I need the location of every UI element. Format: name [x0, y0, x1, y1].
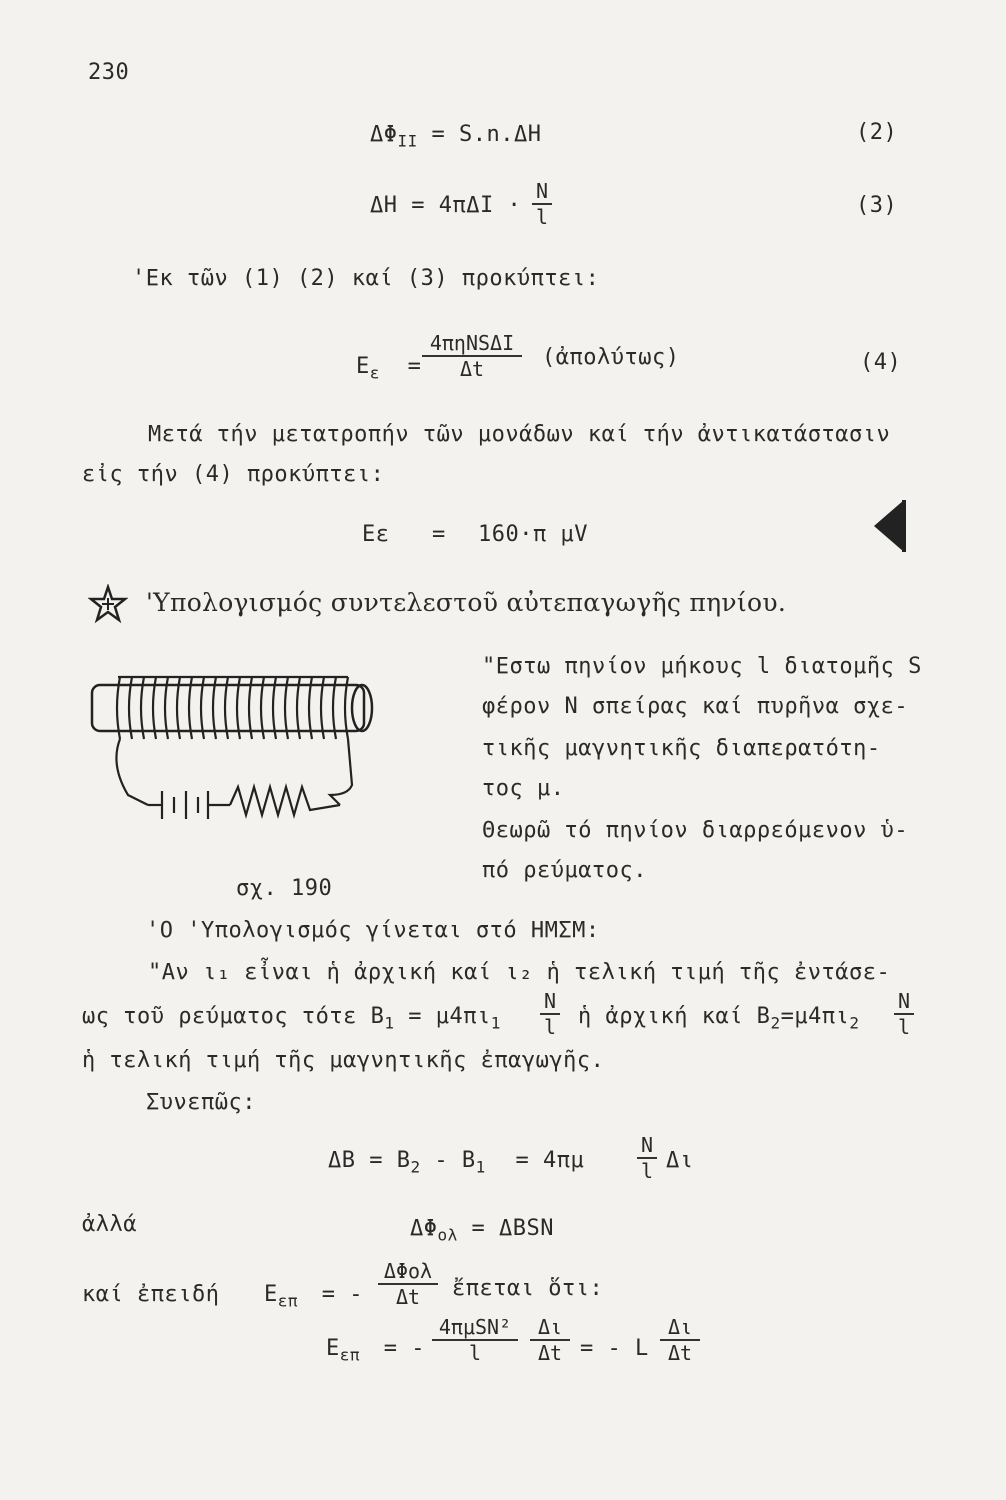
equation-dB-tail: Δι [666, 1148, 694, 1173]
figure-caption: σχ. 190 [236, 876, 333, 901]
if-line-2-part-a: ως τοῦ ρεύματος τότε $B_1 = \mu 4\pi\iota_1$ [82, 1004, 501, 1033]
equation-E1-lhs: $E_{\varepsilon\pi}$ = - [264, 1282, 364, 1311]
line-from-equations: 'Εκ τῶν (1) (2) καί (3) προκύπτει: [132, 266, 600, 291]
paragraph-line-1: Μετά τήν μετατροπήν τῶν μονάδων καί τήν ἀντικατάστασιν [148, 422, 891, 447]
star-icon [88, 584, 128, 624]
result-eq: = [432, 522, 446, 547]
if-line-2-part-b: ἡ ἀρχική καί $B_2=\mu 4\pi\iota_2$ [578, 1004, 860, 1033]
equation-3-lhs: ΔH = 4πΔI · [370, 193, 522, 218]
equation-E2-fraction-1: 4πμSN² l [432, 1316, 518, 1364]
equation-E2-mid: = - L [580, 1336, 649, 1361]
therefore-label: Συνεπῶς: [146, 1090, 256, 1115]
equation-dB: $\Delta B = B_2 - B_1 = 4\pi\mu$ [328, 1148, 585, 1177]
section-heading: 'Υπολογισμός συντελεστοῦ αὐτεπαγωγῆς πηνίου. [146, 588, 787, 617]
equation-E2-lhs: $E_{\varepsilon\pi}$ = - [326, 1336, 426, 1365]
alla-label: ἀλλά [82, 1212, 137, 1237]
equation-E1-tail: ἔπεται ὅτι: [452, 1276, 604, 1301]
if-line-2-fraction-1: N l [540, 990, 560, 1038]
triangle-arrow-icon [874, 500, 904, 552]
solenoid-figure [90, 655, 390, 835]
equation-3-tag: (3) [856, 193, 898, 218]
if-line-3: ἡ τελική τιμή τῆς μαγνητικῆς ἐπαγωγῆς. [82, 1048, 605, 1073]
equation-4-tag: (4) [860, 350, 902, 375]
side-text-2: φέρον N σπείρας καί πυρῆνα σχε- [482, 694, 909, 719]
side-text-4: τος μ. [482, 776, 565, 801]
equation-4-lhs: $E_\varepsilon$ = [356, 354, 422, 383]
side-text-6: πό ρεύματος. [482, 858, 647, 883]
equation-dPhi: $\Delta\Phi_{o\lambda} = \Delta BSN$ [410, 1216, 554, 1245]
equation-E2-fraction-2: Δι Δt [530, 1316, 570, 1364]
equation-dB-fraction: N l [637, 1134, 657, 1182]
paragraph-line-2: εἰς τήν (4) προκύπτει: [82, 462, 385, 487]
page-number: 230 [88, 60, 130, 85]
if-line-2-fraction-2: N l [894, 990, 914, 1038]
equation-3-fraction: N l [532, 180, 552, 228]
equation-E1-fraction: ΔΦολ Δt [378, 1260, 438, 1308]
side-text-1: "Εστω πηνίον μήκους l διατομῆς S [482, 654, 922, 679]
triangle-arrow-stem [902, 500, 906, 552]
equation-2-tag: (2) [856, 120, 898, 145]
side-text-5: Θεωρῶ τό πηνίον διαρρεόμενον ὑ- [482, 818, 909, 843]
calculation-line: 'Ο 'Υπολογισμός γίνεται στό ΗΜΣΜ: [146, 918, 600, 943]
equation-2: $\Delta\Phi_{II} = S.n.\Delta H$ [370, 122, 542, 151]
result-lhs: Eε [362, 522, 390, 547]
side-text-3: τικῆς μαγνητικῆς διαπερατότη- [482, 736, 881, 761]
equation-4-fraction: 4πηNSΔI Δt [422, 332, 522, 380]
equation-E2-fraction-3: Δι Δt [660, 1316, 700, 1364]
equation-4-note: (ἀπολύτως) [542, 345, 680, 370]
kai-epeidi-label: καί ἐπειδή [82, 1282, 220, 1307]
result-rhs: 160·π μV [478, 522, 588, 547]
if-line-1: "Αν ι₁ εἶναι ἡ ἀρχική καί ι₂ ἡ τελική τιμή τῆς ἐντάσε- [148, 960, 891, 985]
